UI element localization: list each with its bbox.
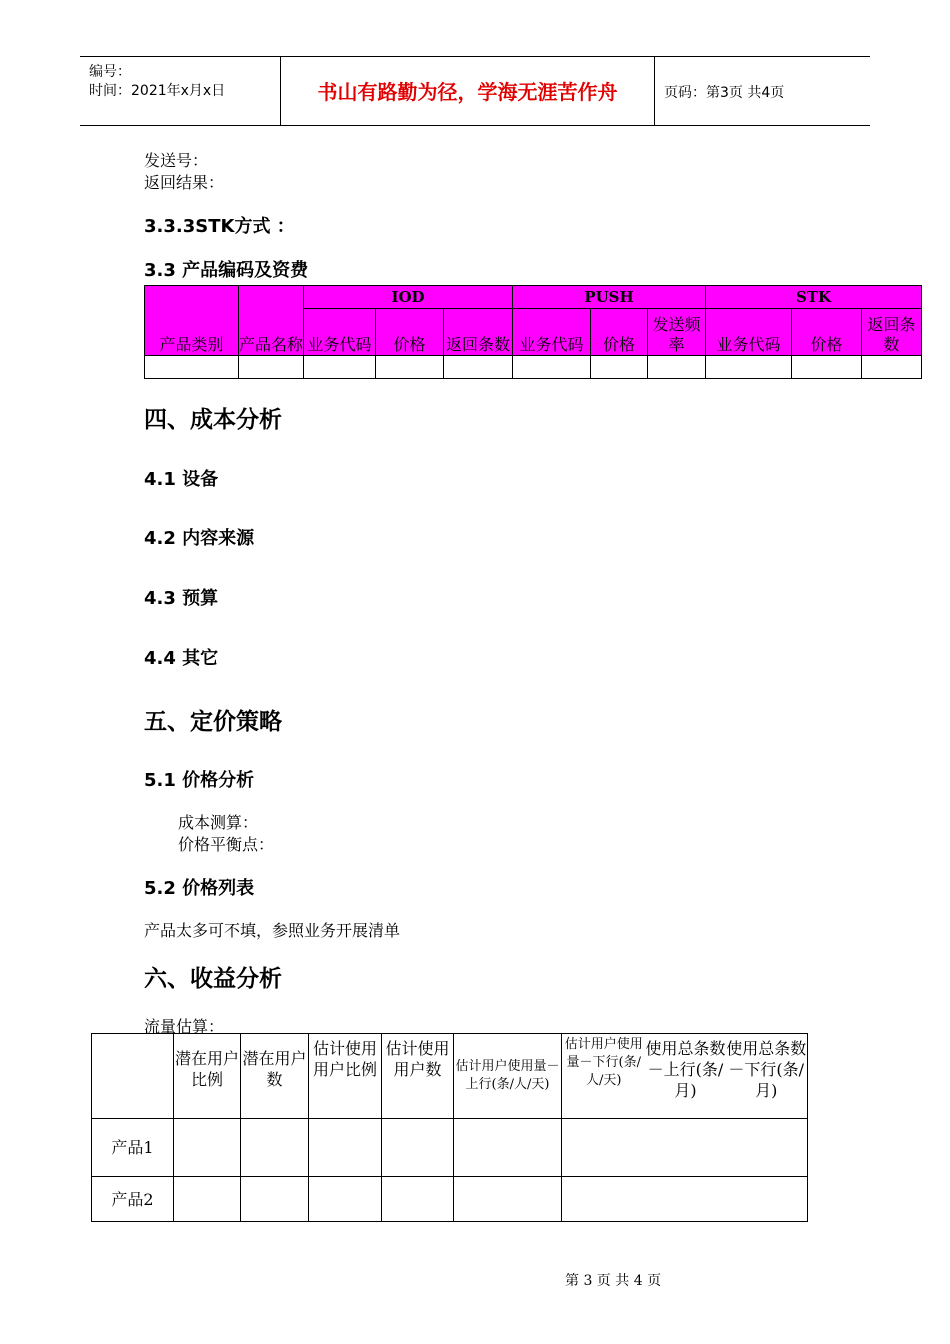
return-result-label: 返回结果：: [144, 173, 225, 192]
doc-number-label: 编号：: [89, 64, 131, 80]
traffic-header-downstream-usage: 估计用户使用量－下行(条/人/天): [562, 1034, 646, 1119]
heading-4-4: 4.4 其它: [144, 648, 219, 669]
iod-return-count: 返回条数: [444, 309, 513, 356]
group-stk: STK: [706, 286, 922, 309]
traffic-header-est-users: 估计使用用户数: [382, 1034, 454, 1119]
push-price: 价格: [591, 309, 648, 356]
heading-4-2: 4.2 内容来源: [144, 528, 255, 549]
header-page-cell: [655, 57, 870, 125]
table-cell: [241, 1119, 309, 1177]
table-cell: [145, 356, 239, 379]
table-row: [145, 356, 922, 379]
header-page-info: 页码：第3页 共4页: [664, 85, 785, 101]
table-cell: [591, 356, 648, 379]
table-cell: [376, 356, 444, 379]
heading-4-1: 4.1 设备: [144, 469, 219, 490]
traffic-row-label: 产品1: [92, 1119, 174, 1177]
header-meta-cell: [80, 57, 281, 125]
traffic-estimate-label: 流量估算：: [144, 1017, 225, 1036]
heading-5: 五、定价策略: [144, 709, 282, 735]
traffic-header-potential-users: 潜在用户数: [241, 1034, 309, 1119]
table-cell: [382, 1177, 454, 1222]
traffic-header-total-upstream: 使用总条数－上行(条/月): [646, 1034, 726, 1119]
table-cell: [862, 356, 922, 379]
price-list-note: 产品太多可不填，参照业务开展清单: [144, 921, 401, 940]
price-balance-label: 价格平衡点：: [178, 835, 275, 854]
heading-4: 四、成本分析: [144, 407, 282, 433]
traffic-header-total-downstream: 使用总条数－下行(条/月): [726, 1034, 808, 1119]
cost-calc-label: 成本测算：: [178, 813, 259, 832]
table-row: [92, 1119, 808, 1177]
table-cell: [792, 356, 862, 379]
table-cell: [562, 1177, 808, 1222]
iod-price: 价格: [376, 309, 444, 356]
table-cell: [304, 356, 376, 379]
traffic-header-potential-ratio: 潜在用户比例: [174, 1034, 241, 1119]
table-cell: [174, 1177, 241, 1222]
table-cell: [444, 356, 513, 379]
traffic-estimate-table: [91, 1033, 808, 1222]
table-cell: [513, 356, 591, 379]
traffic-header-upstream-usage: 估计用户使用量－上行(条/人/天): [454, 1034, 562, 1119]
push-frequency: 发送频率: [648, 309, 706, 356]
heading-4-3: 4.3 预算: [144, 588, 219, 609]
table-cell: [706, 356, 792, 379]
table-cell: [454, 1177, 562, 1222]
product-tariff-table: [144, 285, 922, 379]
group-iod: IOD: [304, 286, 513, 309]
table-cell: [174, 1119, 241, 1177]
table-cell: [454, 1119, 562, 1177]
traffic-row-label: 产品2: [92, 1177, 174, 1222]
table-cell: [309, 1119, 382, 1177]
header-motto: 书山有路勤为径，学海无涯苦作舟: [317, 80, 618, 104]
header-motto-cell: [281, 57, 655, 125]
push-code: 业务代码: [513, 309, 591, 356]
heading-3-3-3: 3.3.3STK方式 ：: [144, 216, 295, 237]
heading-5-2: 5.2 价格列表: [144, 878, 255, 899]
heading-3-3: 3.3 产品编码及资费: [144, 260, 309, 281]
heading-5-1: 5.1 价格分析: [144, 770, 255, 791]
table-cell: [382, 1119, 454, 1177]
heading-6: 六、收益分析: [144, 966, 282, 992]
page-footer: 第 3 页 共 4 页: [565, 1273, 662, 1289]
send-number-label: 发送号：: [144, 151, 209, 170]
iod-code: 业务代码: [304, 309, 376, 356]
doc-time-label: 时间：2021年x月x日: [89, 83, 226, 99]
table-row: [92, 1177, 808, 1222]
traffic-header-blank: [92, 1034, 174, 1119]
table-cell: [309, 1177, 382, 1222]
traffic-header-est-ratio: 估计使用用户比例: [309, 1034, 382, 1119]
col-product-name: 产品名称: [239, 286, 304, 356]
table-cell: [241, 1177, 309, 1222]
table-cell: [562, 1119, 808, 1177]
table-cell: [239, 356, 304, 379]
col-product-type: 产品类别: [145, 286, 239, 356]
table-cell: [648, 356, 706, 379]
stk-code: 业务代码: [706, 309, 792, 356]
group-push: PUSH: [513, 286, 706, 309]
stk-return-count: 返回条数: [862, 309, 922, 356]
page-header: [80, 56, 870, 126]
stk-price: 价格: [792, 309, 862, 356]
